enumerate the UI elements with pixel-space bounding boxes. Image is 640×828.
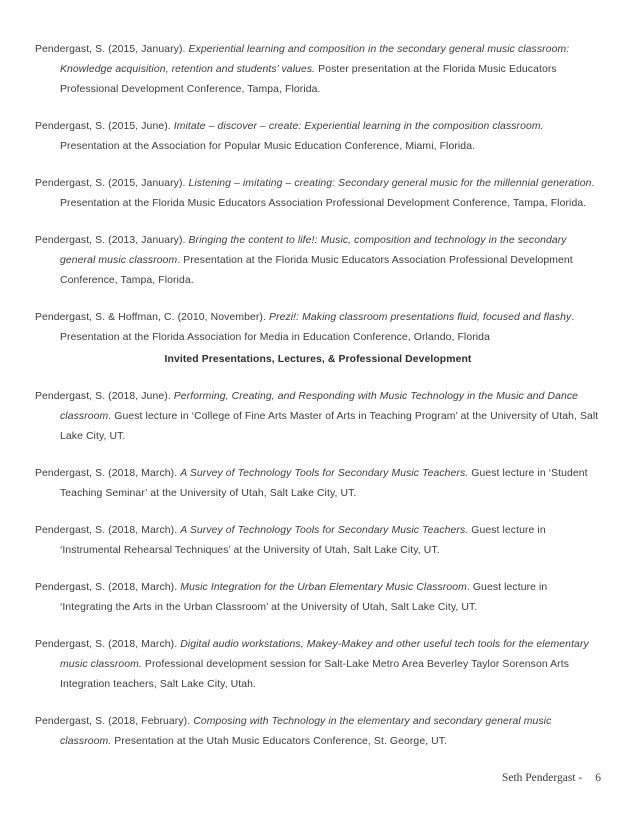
entry-text: Professional development session for Salt-Lake Metro Area Beverley Taylor Sorenson Arts Integration teachers, Salt Lake City, Utah. (60, 659, 570, 690)
entry-text: Pendergast, S. (2018, February). (35, 716, 194, 727)
entry-text: . Presentation at the Florida Music Educators Association Professional Development Conference, Tampa, Florida. (60, 255, 573, 286)
entry-text: . Presentation at the Florida Association for Media in Education Conference, Orlando, Florida (60, 312, 575, 343)
bibliography-entry (35, 578, 601, 618)
entry-text: Guest lecture in ‘Instrumental Rehearsal Techniques’ at the University of Utah, Salt Lake City, UT. (60, 525, 546, 556)
entry-text: Pendergast, S. (2018, March). (35, 639, 181, 650)
entry-title-italic: A Survey of Technology Tools for Secondary Music Teachers. (180, 525, 469, 536)
entry-title-italic: Digital audio workstations, Makey-Makey and other useful tech tools for the elementary music classroom. (60, 639, 589, 670)
bibliography-group-invited (35, 387, 601, 752)
bibliography-entry (35, 635, 601, 695)
entry-title-italic: Composing with Technology in the elementary and secondary general music classroom. (60, 716, 552, 747)
entry-title-italic: Imitate – discover – create: Experiential learning in the composition classroom. (173, 121, 544, 132)
bibliography-entry (35, 40, 601, 100)
document-content (35, 40, 601, 752)
bibliography-entry (35, 308, 601, 348)
entry-title-italic: Experiential learning and composition in the secondary general music classroom: Knowledge acquisition, retention and students’ values. (60, 44, 570, 75)
entry-text: Pendergast, S. (2015, June). (35, 121, 174, 132)
entry-title-italic: Prezi!: Making classroom presentations fluid, focused and flashy (268, 312, 572, 323)
bibliography-entry (35, 117, 601, 157)
entry-text: Presentation at the Utah Music Educators Conference, St. George, UT. (111, 736, 448, 747)
entry-text: Presentation at the Association for Popular Music Education Conference, Miami, Florida. (60, 141, 476, 152)
footer-page-number: 6 (595, 772, 601, 784)
entry-text: . Guest lecture in ‘College of Fine Arts Master of Arts in Teaching Program’ at the University of Utah, Salt Lake City, UT. (60, 411, 599, 442)
entry-text: Pendergast, S. & Hoffman, C. (2010, November). (35, 312, 269, 323)
page-footer (35, 772, 601, 784)
bibliography-entry (35, 521, 601, 561)
bibliography-group-presentations (35, 40, 601, 348)
entry-title-italic: Performing, Creating, and Responding with Music Technology in the Music and Dance classroom (60, 391, 579, 422)
entry-text: Pendergast, S. (2018, March). (35, 468, 181, 479)
entry-text: . Guest lecture in ‘Integrating the Arts in the Urban Classroom’ at the University of Utah, Salt Lake City, UT. (60, 582, 548, 613)
entry-text: Pendergast, S. (2013, January). (35, 235, 189, 246)
entry-text: Pendergast, S. (2015, January). (35, 178, 189, 189)
bibliography-entry (35, 712, 601, 752)
bibliography-entry (35, 174, 601, 214)
entry-title-italic: Listening – imitating – creating: Secondary general music for the millennial generation (188, 178, 592, 189)
entry-text: Pendergast, S. (2015, January). (35, 44, 189, 55)
entry-text: Pendergast, S. (2018, March). (35, 525, 181, 536)
entry-text: . Presentation at the Florida Music Educators Association Professional Development Conference, Tampa, Florida. (60, 178, 595, 209)
entry-text: Pendergast, S. (2018, March). (35, 582, 181, 593)
entry-text: Pendergast, S. (2018, June). (35, 391, 174, 402)
bibliography-entry (35, 231, 601, 291)
bibliography-entry (35, 464, 601, 504)
entry-text: Guest lecture in ‘Student Teaching Seminar’ at the University of Utah, Salt Lake City, UT. (60, 468, 588, 499)
entry-title-italic: Music Integration for the Urban Elementary Music Classroom (180, 582, 467, 593)
bibliography-entry (35, 387, 601, 447)
entry-title-italic: A Survey of Technology Tools for Secondary Music Teachers. (180, 468, 469, 479)
section-heading-invited-presentations: Invited Presentations, Lectures, & Professional Development (164, 354, 472, 365)
entry-text: Poster presentation at the Florida Music Educators Professional Development Conference, Tampa, Florida. (60, 64, 557, 95)
footer-author: Seth Pendergast - (501, 772, 583, 784)
entry-title-italic: Bringing the content to life!: Music, composition and technology in the secondary general music classroom (60, 235, 567, 266)
